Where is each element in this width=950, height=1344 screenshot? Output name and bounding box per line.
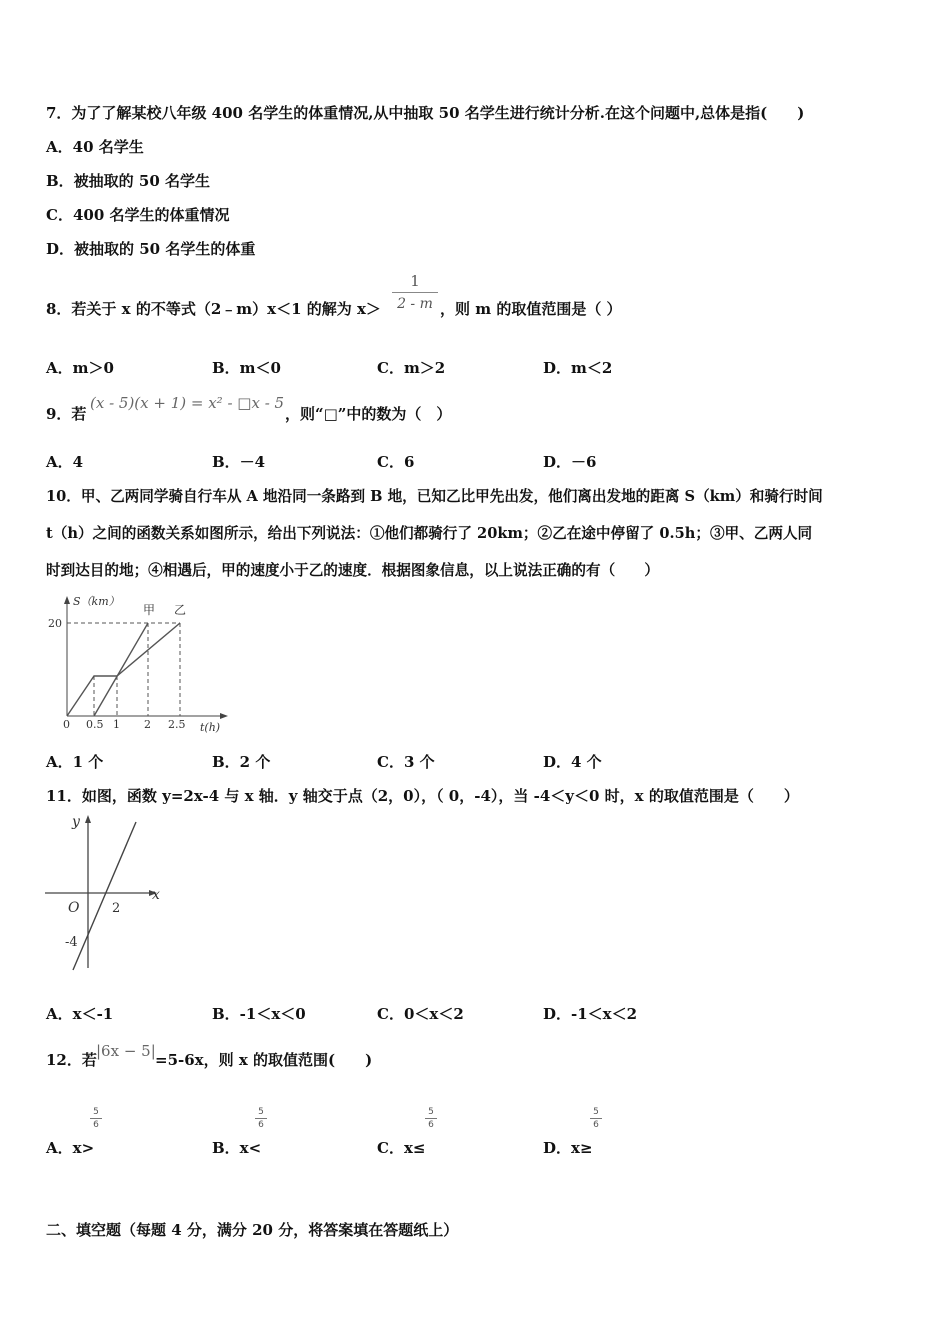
q10-y-tick-20: 20 (48, 617, 62, 630)
q10-x-label: t(h) (200, 721, 221, 734)
q8-stem-pre: 8．若关于 x 的不等式（2﹣m）x＜1 的解为 x＞ (46, 300, 381, 318)
q10-option-a: A．1 个 (46, 753, 104, 771)
q11-y-arrow (85, 815, 91, 823)
q9-formula: (x - 5)(x + 1) = x² - □x - 5 (90, 394, 285, 412)
q7-option-d: D．被抽取的 50 名学生的体重 (46, 240, 256, 258)
q11-option-c: C．0＜x＜2 (377, 1005, 464, 1023)
q11-x-tick: 2 (112, 901, 121, 916)
q11-x-label: x (152, 887, 160, 903)
q10-x-tick-2: 2 (144, 718, 151, 731)
q10-graph (40, 590, 235, 740)
q12-option-c: C．x≤ (377, 1139, 426, 1157)
q12-c-num: 5 (428, 1107, 434, 1117)
q12-b-den: 6 (258, 1120, 264, 1130)
q10-line2: t（h）之间的函数关系如图所示，给出下列说法：①他们都骑行了 20km；②乙在途中停留了 0.5h；③甲、乙两人同 (46, 525, 813, 542)
q9-option-a: A．4 (46, 453, 84, 471)
q10-option-d: D．4 个 (543, 753, 602, 771)
q11-origin: O (68, 900, 80, 916)
q10-x-tick-1: 1 (113, 718, 120, 731)
q12-option-b: B．x< (212, 1139, 262, 1157)
q10-line3: 时到达目的地；④相遇后，甲的速度小于乙的速度．根据图象信息，以上说法正确的有（ ） (46, 562, 659, 579)
q11-stem: 11．如图，函数 y=2x-4 与 x 轴．y 轴交于点（2，0），（ 0，-4），当 -4＜y＜0 时，x 的取值范围是（ ） (46, 787, 799, 805)
q12-option-c-frac (425, 1107, 437, 1130)
q11-y-tick: -4 (65, 935, 78, 950)
q10-x-tick-0: 0 (63, 718, 70, 731)
q10-label-yi: 乙 (174, 603, 187, 617)
q10-option-b: B．2 个 (212, 753, 271, 771)
q12-abs-expr: |6x − 5| (96, 1042, 156, 1060)
q10-x-arrow (220, 713, 228, 719)
q9-stem-pre: 9．若 (46, 405, 87, 423)
q8-stem-post: ，则 m 的取值范围是（ ） (440, 300, 622, 318)
q7-stem: 7．为了了解某校八年级 400 名学生的体重情况,从中抽取 50 名学生进行统计分析.在这个问题中,总体是指( ) (46, 104, 805, 122)
q10-line-yi (67, 623, 180, 716)
q12-a-den: 6 (93, 1120, 99, 1130)
q10-line-jia (94, 623, 148, 716)
q9-option-b: B．－4 (212, 453, 266, 471)
q12-option-d: D．x≥ (543, 1139, 593, 1157)
q9-option-d: D．－6 (543, 453, 597, 471)
q10-y-label: S（km） (73, 595, 120, 608)
q12-a-num: 5 (93, 1107, 99, 1117)
q8-frac-den: 2 - m (397, 296, 433, 312)
q12-stem-pre: 12．若 (46, 1051, 97, 1069)
q11-option-a: A．x＜-1 (46, 1005, 114, 1023)
q11-line (73, 822, 136, 970)
q8-option-c: C．m＞2 (377, 359, 446, 377)
q10-y-arrow (64, 596, 70, 604)
q7-option-b: B．被抽取的 50 名学生 (46, 172, 210, 190)
q12-option-d-frac (590, 1107, 602, 1130)
q9-option-c: C．6 (377, 453, 415, 471)
q8-option-d: D．m＜2 (543, 359, 613, 377)
q7-option-a: A．40 名学生 (46, 138, 144, 156)
q8-option-a: A．m＞0 (46, 359, 114, 377)
q12-c-den: 6 (428, 1120, 434, 1130)
q11-option-d: D．-1＜x＜2 (543, 1005, 638, 1023)
q12-option-a: A．x> (46, 1139, 95, 1157)
q9-stem-post: ，则“□”中的数为（ ） (285, 405, 452, 423)
q7-option-c: C．400 名学生的体重情况 (46, 206, 230, 224)
q12-b-num: 5 (258, 1107, 264, 1117)
q12-d-den: 6 (593, 1120, 599, 1130)
q8-fraction (392, 272, 438, 313)
q12-stem-post: =5-6x，则 x 的取值范围( ) (155, 1051, 373, 1069)
q11-y-label: y (72, 814, 80, 830)
q8-frac-num: 1 (410, 272, 420, 290)
q8-frac-bar (392, 292, 438, 293)
q10-option-c: C．3 个 (377, 753, 435, 771)
q12-option-b-frac (255, 1107, 267, 1130)
q11-graph (40, 810, 170, 975)
q10-x-tick-05: 0.5 (86, 718, 104, 731)
q11-option-b: B．-1＜x＜0 (212, 1005, 306, 1023)
q12-option-a-frac (90, 1107, 102, 1130)
section2-heading: 二、填空题（每题 4 分，满分 20 分，将答案填在答题纸上） (46, 1221, 459, 1239)
q10-line1: 10．甲、乙两同学骑自行车从 A 地沿同一条路到 B 地，已知乙比甲先出发，他们离出发地的距离 S（km）和骑行时间 (46, 488, 823, 505)
q10-label-jia: 甲 (143, 603, 156, 617)
q8-option-b: B．m＜0 (212, 359, 281, 377)
q10-x-tick-25: 2.5 (168, 718, 186, 731)
q12-d-num: 5 (593, 1107, 599, 1117)
